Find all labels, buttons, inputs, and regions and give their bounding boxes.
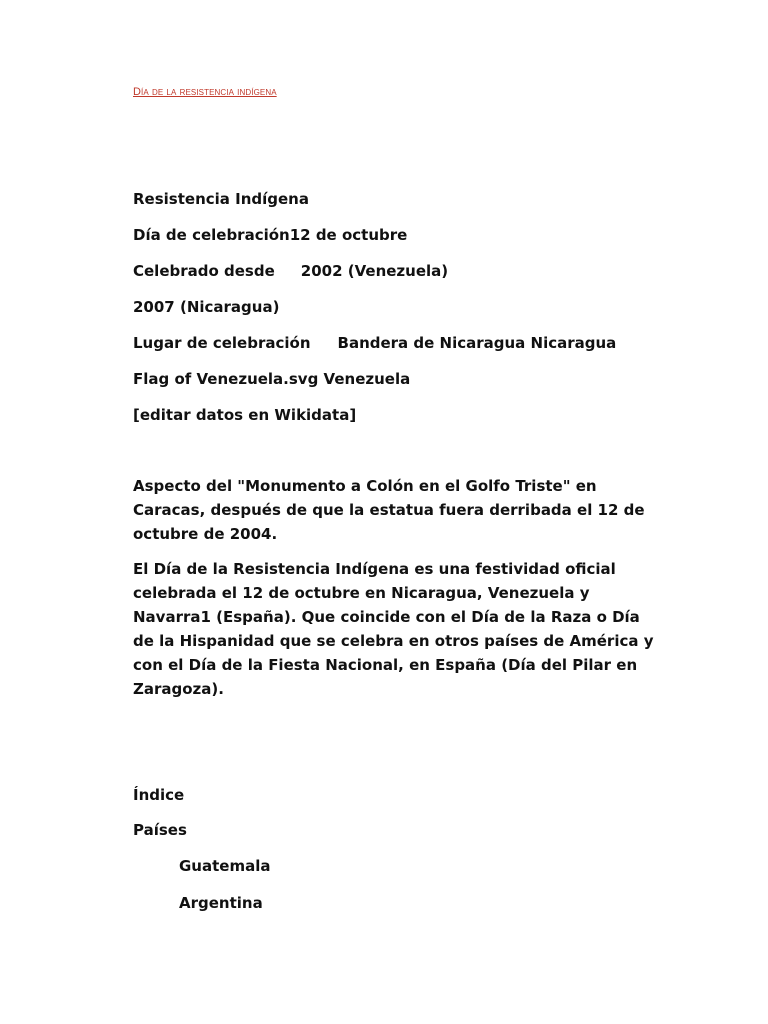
toc-item-argentina[interactable]: Argentina: [179, 894, 263, 912]
header-title-link[interactable]: Día de la resistencia indígena: [133, 86, 277, 98]
intro-line: Navarra1 (España). Que coincide con el Día de la Raza o Día: [133, 608, 640, 626]
intro-line: Zaragoza).: [133, 680, 224, 698]
toc-section-countries[interactable]: Países: [133, 821, 187, 839]
image-caption: [133, 474, 653, 546]
infobox-place: [133, 331, 616, 355]
celebrated-since-label: Celebrado desde: [133, 262, 275, 280]
celebrated-since-value-2: 2007 (Nicaragua): [133, 298, 280, 316]
intro-paragraph: [133, 557, 653, 701]
place-label: Lugar de celebración: [133, 334, 311, 352]
caption-line: Caracas, después de que la estatua fuera derribada el 12 de: [133, 501, 645, 519]
infobox-celebration-day: Día de celebración12 de octubre: [133, 226, 408, 244]
caption-line: octubre de 2004.: [133, 525, 278, 543]
intro-line: con el Día de la Fiesta Nacional, en España (Día del Pilar en: [133, 656, 638, 674]
toc-item-guatemala[interactable]: Guatemala: [179, 857, 271, 875]
intro-line: de la Hispanidad que se celebra en otros países de América y: [133, 632, 654, 650]
caption-line: Aspecto del "Monumento a Colón en el Golfo Triste" en: [133, 477, 597, 495]
place-value-2: Flag of Venezuela.svg Venezuela: [133, 370, 411, 388]
infobox-celebrated-since: [133, 259, 448, 283]
intro-line: celebrada el 12 de octubre en Nicaragua, Venezuela y: [133, 584, 590, 602]
toc-title: Índice: [133, 786, 185, 804]
intro-line: El Día de la Resistencia Indígena es una festividad oficial: [133, 560, 616, 578]
celebrated-since-value: 2002 (Venezuela): [300, 262, 449, 280]
infobox-title: Resistencia Indígena: [133, 190, 309, 208]
edit-wikidata-link[interactable]: [editar datos en Wikidata]: [133, 406, 357, 424]
place-value: Bandera de Nicaragua Nicaragua: [337, 334, 617, 352]
